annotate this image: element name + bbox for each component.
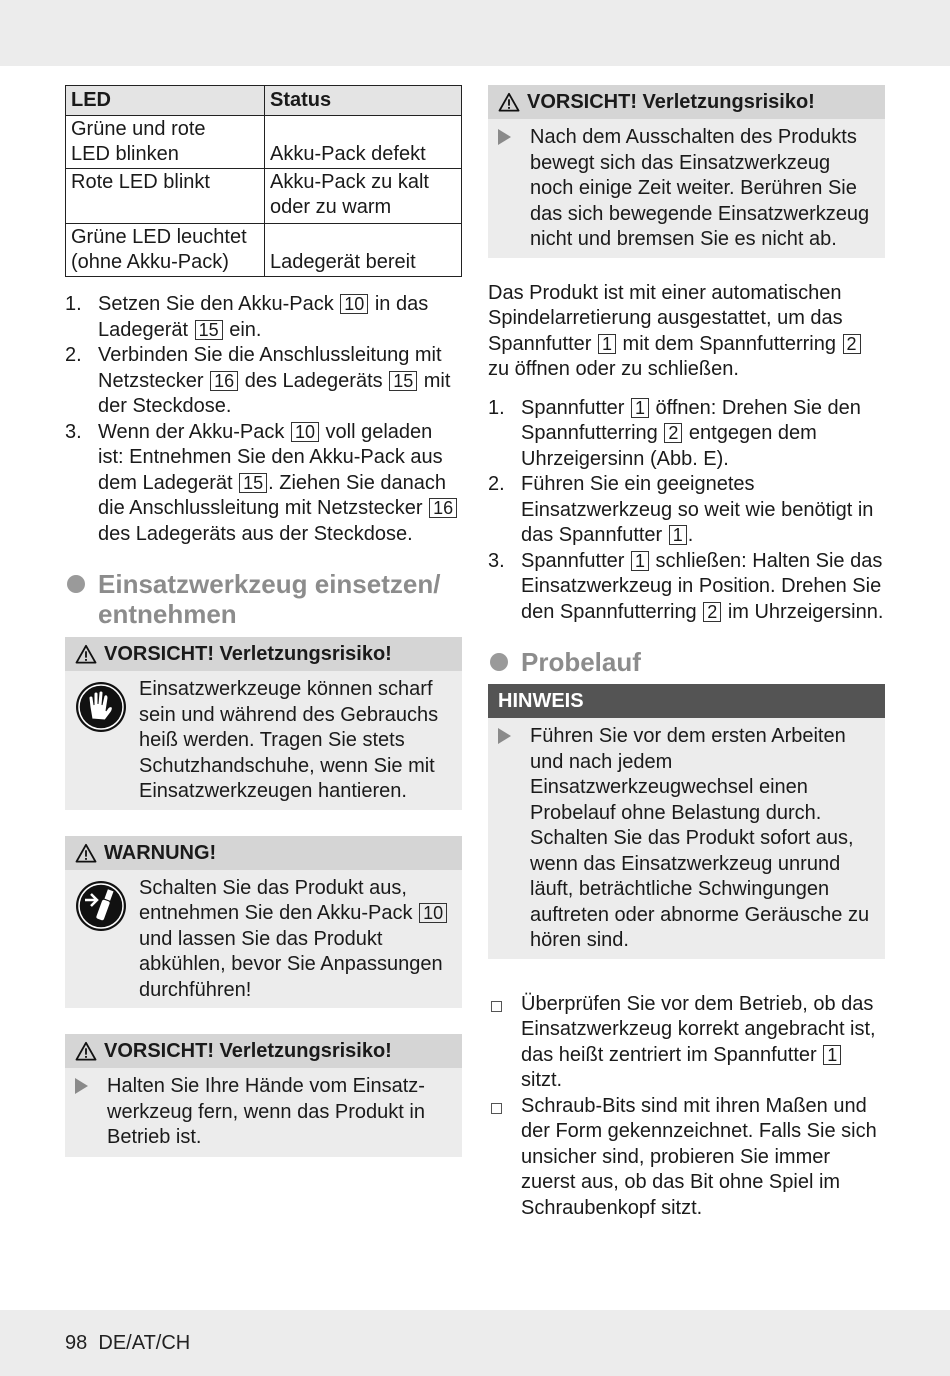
table-cell-led: Grüne LED leuchtet (ohne Akku-Pack) [66,224,265,277]
checkbox-square-icon [491,1001,502,1012]
caution-header: VORSICHT! Verletzungsrisiko! [65,1034,462,1068]
list-item: 3. Wenn der Akku-Pack 10 voll geladen ist: Entnehmen Sie den Akku-Pack aus dem Ladegerät 15 . Ziehen Sie danach die Anschlussleitung mit Netzstecker 16 des Ladegeräts aus der Steckdose. [65,420,462,548]
list-item: Überprüfen Sie vor dem Betrieb, ob das Einsatzwerkzeug korrekt angebracht ist, das heißt zentriert im Spannfutter 1 sitzt. [488,992,885,1094]
charging-steps [65,292,462,547]
list-item: 3. Spannfutter 1 schließen: Halten Sie das Einsatzwerkzeug in Position. Drehen Sie den Spannfutterring 2 im Uhrzeigersinn. [488,549,884,623]
ref-number: 15 [195,320,223,340]
region-label: DE/AT/CH [98,1332,191,1354]
table-header-led: LED [66,86,265,116]
list-item: Führen Sie vor dem ersten Arbeiten und nach jedem Einsatzwerkzeugwechsel einen Probelauf ohne Belastung durch. Schalten Sie das Produkt sofort aus, wenn das Einsatzwerkzeug unrund läuft, beträchtliche Schwingungen auftreten oder abnorme Geräusche zu hören sind. [498,724,875,954]
warning-box-battery [65,836,462,1009]
list-item: Schraub-Bits sind mit ihren Maßen und der Form gekennzeichnet. Falls Sie sich unsicher sind, probieren Sie immer zuerst aus, ob das Bit ohne Spiel im Schraubenkopf sitzt. [488,1094,885,1222]
caution-header: VORSICHT! Verletzungsrisiko! [488,85,885,119]
table-row [66,116,462,169]
warning-triangle-icon [75,843,97,863]
list-item: 1. Setzen Sie den Akku-Pack 10 in das Ladegerät 15 ein. [65,293,429,341]
caution-header: VORSICHT! Verletzungsrisiko! [65,637,462,671]
warning-triangle-icon [498,92,520,112]
ref-number: 10 [340,294,368,314]
ref-number: 15 [239,473,267,493]
intro-paragraph: Das Produkt ist mit einer automatischen Spindelarretierung ausgestattet, um das Spannfutter 1 mit dem Spannfutterring 2 zu öffnen oder zu schließen. [488,281,885,383]
unplug-battery-icon [75,880,127,932]
list-item: 1. Spannfutter 1 öffnen: Drehen Sie den Spannfutterring 2 entgegen dem Uhrzeigersinn (Abb. E). [488,396,861,470]
page-number: 98 [65,1332,88,1354]
footer-bar [0,1310,950,1376]
table-row [66,224,462,277]
gloves-icon [75,681,127,733]
top-bar [0,0,950,66]
warning-text: Schalten Sie das Produkt aus, entnehmen Sie den Akku-Pack 10 und lassen Sie das Produkt abkühlen, bevor Sie Anpassungen durchführen! [139,876,452,1004]
ref-number: 15 [389,371,417,391]
section-heading-test-run: Probelauf [488,647,885,677]
table-cell-status: Ladegerät bereit [265,224,462,277]
ref-number: 2 [664,423,682,443]
table-cell-status: Akku-Pack defekt [265,116,462,169]
bullet-dot-icon [490,653,508,671]
checklist [488,992,885,1222]
ref-number: 10 [291,422,319,442]
ref-number: 10 [419,903,447,923]
led-status-table [65,85,462,277]
page-footer [65,1332,190,1355]
ref-number: 1 [669,525,687,545]
right-column [488,85,885,1221]
caution-text: Einsatzwerkzeuge können scharf sein und während des Gebrauchs heiß werden. Tragen Sie stets Schutzhandschuhe, wenn Sie mit Einsatzwerkzeugen hantieren. [139,678,439,802]
ref-number: 1 [631,398,649,418]
ref-number: 1 [598,334,616,354]
chuck-steps [488,396,885,626]
table-cell-led: Grüne und rote LED blinken [66,116,265,169]
table-header-status: Status [265,86,462,116]
warning-triangle-icon [75,644,97,664]
hint-box [488,684,885,959]
caution-box-hands [65,1034,462,1157]
table-cell-status: Akku-Pack zu kalt oder zu warm [265,169,462,224]
ref-number: 16 [210,371,238,391]
caution-box-gloves [65,637,462,810]
arrow-right-icon [498,129,511,145]
hint-header: HINWEIS [488,684,885,718]
ref-number: 2 [703,602,721,622]
section-heading-tools: Einsatzwerkzeug einsetzen/ entnehmen [65,569,462,629]
table-cell-led: Rote LED blinkt [66,169,265,224]
caution-box-runout [488,85,885,258]
ref-number: 2 [843,334,861,354]
ref-number: 16 [429,498,457,518]
arrow-right-icon [498,728,511,744]
list-item: 2. Führen Sie ein geeignetes Einsatzwerkzeug so weit wie benötigt in das Spannfutter 1 . [488,473,874,546]
table-row [66,169,462,224]
checkbox-square-icon [491,1103,502,1114]
list-item: Nach dem Ausschalten des Produkts bewegt sich das Einsatzwerkzeug noch einige Zeit weiter. Berühren Sie das sich bewegende Einsatzwerkzeug nicht und bremsen Sie es nicht ab. [498,125,875,253]
arrow-right-icon [75,1078,88,1094]
warning-triangle-icon [75,1041,97,1061]
list-item: 2. Verbinden Sie die Anschlussleitung mit Netzstecker 16 des Ladegeräts 15 mit der Steckdose. [65,344,451,417]
list-item: Halten Sie Ihre Hände vom Einsatzwerkzeug fern, wenn das Produkt in Betrieb ist. [75,1074,452,1151]
ref-number: 1 [631,551,649,571]
ref-number: 1 [823,1045,841,1065]
warning-header: WARNUNG! [65,836,462,870]
bullet-dot-icon [67,575,85,593]
left-column [65,85,462,1157]
